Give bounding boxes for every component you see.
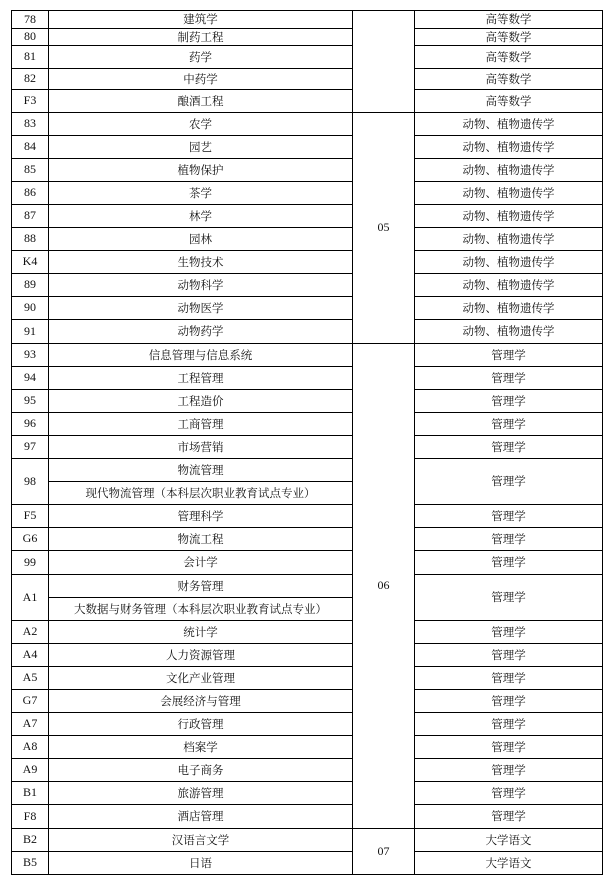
major-name-cell: 农学 — [49, 113, 353, 136]
exam-subject-cell: 管理学 — [415, 690, 603, 713]
table-row — [12, 228, 603, 251]
major-name-cell: 信息管理与信息系统 — [49, 344, 353, 367]
table-body — [12, 11, 603, 875]
exam-subject-cell: 动物、植物遗传学 — [415, 182, 603, 205]
major-name-cell: 制药工程 — [49, 29, 353, 46]
exam-subject-cell: 管理学 — [415, 667, 603, 690]
major-name-cell: 酿酒工程 — [49, 90, 353, 113]
major-name-cell: 动物药学 — [49, 320, 353, 344]
major-code-cell: A2 — [12, 621, 49, 644]
table-row — [12, 113, 603, 136]
major-name-cell: 电子商务 — [49, 759, 353, 782]
major-code-cell: 78 — [12, 11, 49, 29]
major-name-cell: 市场营销 — [49, 436, 353, 459]
table-row — [12, 667, 603, 690]
major-subject-table — [11, 10, 603, 875]
major-name-cell: 档案学 — [49, 736, 353, 759]
major-code-cell: F5 — [12, 505, 49, 528]
major-name-cell: 植物保护 — [49, 159, 353, 182]
major-code-cell: B1 — [12, 782, 49, 805]
major-name-cell: 工商管理 — [49, 413, 353, 436]
exam-subject-cell: 管理学 — [415, 505, 603, 528]
table-row — [12, 274, 603, 297]
exam-subject-cell: 管理学 — [415, 390, 603, 413]
exam-subject-cell: 管理学 — [415, 782, 603, 805]
table-row — [12, 436, 603, 459]
table-row — [12, 413, 603, 436]
major-code-cell: 93 — [12, 344, 49, 367]
exam-subject-cell: 动物、植物遗传学 — [415, 297, 603, 320]
table-row — [12, 759, 603, 782]
exam-subject-cell: 管理学 — [415, 759, 603, 782]
table-row — [12, 297, 603, 320]
major-code-cell: 80 — [12, 29, 49, 46]
exam-subject-cell: 动物、植物遗传学 — [415, 274, 603, 297]
table-row — [12, 344, 603, 367]
major-name-cell: 工程造价 — [49, 390, 353, 413]
exam-subject-cell: 管理学 — [415, 575, 603, 621]
major-name-cell: 日语 — [49, 852, 353, 875]
exam-subject-cell: 管理学 — [415, 551, 603, 575]
major-code-cell: G6 — [12, 528, 49, 551]
major-code-cell: A1 — [12, 575, 49, 621]
major-name-cell: 大数据与财务管理（本科层次职业教育试点专业） — [49, 598, 353, 621]
exam-subject-cell: 管理学 — [415, 459, 603, 505]
major-name-cell: 文化产业管理 — [49, 667, 353, 690]
category-code-cell: 07 — [353, 829, 415, 875]
table-row — [12, 251, 603, 274]
major-name-cell: 旅游管理 — [49, 782, 353, 805]
major-name-cell: 现代物流管理（本科层次职业教育试点专业） — [49, 482, 353, 505]
major-name-cell: 园林 — [49, 228, 353, 251]
major-name-cell: 酒店管理 — [49, 805, 353, 829]
exam-subject-cell: 动物、植物遗传学 — [415, 136, 603, 159]
exam-subject-cell: 管理学 — [415, 344, 603, 367]
exam-subject-cell: 动物、植物遗传学 — [415, 205, 603, 228]
major-name-cell: 茶学 — [49, 182, 353, 205]
table-row — [12, 320, 603, 344]
major-name-cell: 统计学 — [49, 621, 353, 644]
exam-subject-cell: 管理学 — [415, 644, 603, 667]
major-code-cell: A9 — [12, 759, 49, 782]
major-name-cell: 物流管理 — [49, 459, 353, 482]
major-code-cell: A5 — [12, 667, 49, 690]
exam-subject-cell: 管理学 — [415, 367, 603, 390]
table-row — [12, 575, 603, 598]
major-name-cell: 管理科学 — [49, 505, 353, 528]
exam-subject-cell: 动物、植物遗传学 — [415, 251, 603, 274]
table-row — [12, 390, 603, 413]
exam-subject-cell: 管理学 — [415, 413, 603, 436]
table-row — [12, 713, 603, 736]
exam-subject-cell: 大学语文 — [415, 829, 603, 852]
major-code-cell: 81 — [12, 46, 49, 69]
major-code-cell: 85 — [12, 159, 49, 182]
major-name-cell: 园艺 — [49, 136, 353, 159]
table-row — [12, 205, 603, 228]
exam-subject-cell: 管理学 — [415, 805, 603, 829]
exam-subject-cell: 管理学 — [415, 736, 603, 759]
exam-subject-cell: 动物、植物遗传学 — [415, 113, 603, 136]
exam-subject-cell: 高等数学 — [415, 69, 603, 90]
exam-subject-cell: 动物、植物遗传学 — [415, 159, 603, 182]
category-code-cell: 05 — [353, 113, 415, 344]
table-row — [12, 182, 603, 205]
table-row — [12, 736, 603, 759]
table-row — [12, 11, 603, 29]
table-row — [12, 690, 603, 713]
table-row — [12, 69, 603, 90]
major-code-cell: 87 — [12, 205, 49, 228]
major-code-cell: 82 — [12, 69, 49, 90]
table-row — [12, 852, 603, 875]
major-code-cell: 90 — [12, 297, 49, 320]
table-row — [12, 644, 603, 667]
exam-subject-cell: 管理学 — [415, 713, 603, 736]
table-row — [12, 551, 603, 575]
major-code-cell: F3 — [12, 90, 49, 113]
table-row — [12, 136, 603, 159]
major-name-cell: 会计学 — [49, 551, 353, 575]
major-code-cell: 86 — [12, 182, 49, 205]
category-code-cell — [353, 11, 415, 113]
major-code-cell: A7 — [12, 713, 49, 736]
major-code-cell: 91 — [12, 320, 49, 344]
major-code-cell: 96 — [12, 413, 49, 436]
major-code-cell: 83 — [12, 113, 49, 136]
major-code-cell: 97 — [12, 436, 49, 459]
major-code-cell: 84 — [12, 136, 49, 159]
major-code-cell: 98 — [12, 459, 49, 505]
major-name-cell: 物流工程 — [49, 528, 353, 551]
table-row — [12, 782, 603, 805]
table-row — [12, 505, 603, 528]
major-code-cell: 94 — [12, 367, 49, 390]
table-row — [12, 528, 603, 551]
exam-subject-cell: 管理学 — [415, 528, 603, 551]
major-name-cell: 生物技术 — [49, 251, 353, 274]
table-row — [12, 805, 603, 829]
exam-subject-cell: 高等数学 — [415, 46, 603, 69]
table-row — [12, 29, 603, 46]
major-name-cell: 中药学 — [49, 69, 353, 90]
exam-subject-cell: 动物、植物遗传学 — [415, 228, 603, 251]
table-row — [12, 90, 603, 113]
major-code-cell: A8 — [12, 736, 49, 759]
major-code-cell: A4 — [12, 644, 49, 667]
table-row — [12, 459, 603, 482]
table-row — [12, 367, 603, 390]
major-code-cell: 88 — [12, 228, 49, 251]
exam-subject-cell: 管理学 — [415, 621, 603, 644]
major-code-cell: 89 — [12, 274, 49, 297]
major-code-cell: B2 — [12, 829, 49, 852]
exam-subject-cell: 管理学 — [415, 436, 603, 459]
major-name-cell: 财务管理 — [49, 575, 353, 598]
major-code-cell: 95 — [12, 390, 49, 413]
major-name-cell: 工程管理 — [49, 367, 353, 390]
major-name-cell: 药学 — [49, 46, 353, 69]
exam-subject-cell: 大学语文 — [415, 852, 603, 875]
table-row — [12, 829, 603, 852]
major-name-cell: 汉语言文学 — [49, 829, 353, 852]
major-code-cell: G7 — [12, 690, 49, 713]
major-name-cell: 行政管理 — [49, 713, 353, 736]
exam-subject-cell: 高等数学 — [415, 29, 603, 46]
table-row — [12, 621, 603, 644]
major-code-cell: K4 — [12, 251, 49, 274]
major-code-cell: 99 — [12, 551, 49, 575]
exam-subject-cell: 动物、植物遗传学 — [415, 320, 603, 344]
major-code-cell: F8 — [12, 805, 49, 829]
major-name-cell: 人力资源管理 — [49, 644, 353, 667]
major-name-cell: 林学 — [49, 205, 353, 228]
table-row — [12, 46, 603, 69]
major-name-cell: 动物医学 — [49, 297, 353, 320]
table-row — [12, 159, 603, 182]
category-code-cell: 06 — [353, 344, 415, 829]
major-name-cell: 动物科学 — [49, 274, 353, 297]
major-name-cell: 建筑学 — [49, 11, 353, 29]
exam-subject-cell: 高等数学 — [415, 11, 603, 29]
exam-subject-cell: 高等数学 — [415, 90, 603, 113]
major-name-cell: 会展经济与管理 — [49, 690, 353, 713]
major-code-cell: B5 — [12, 852, 49, 875]
